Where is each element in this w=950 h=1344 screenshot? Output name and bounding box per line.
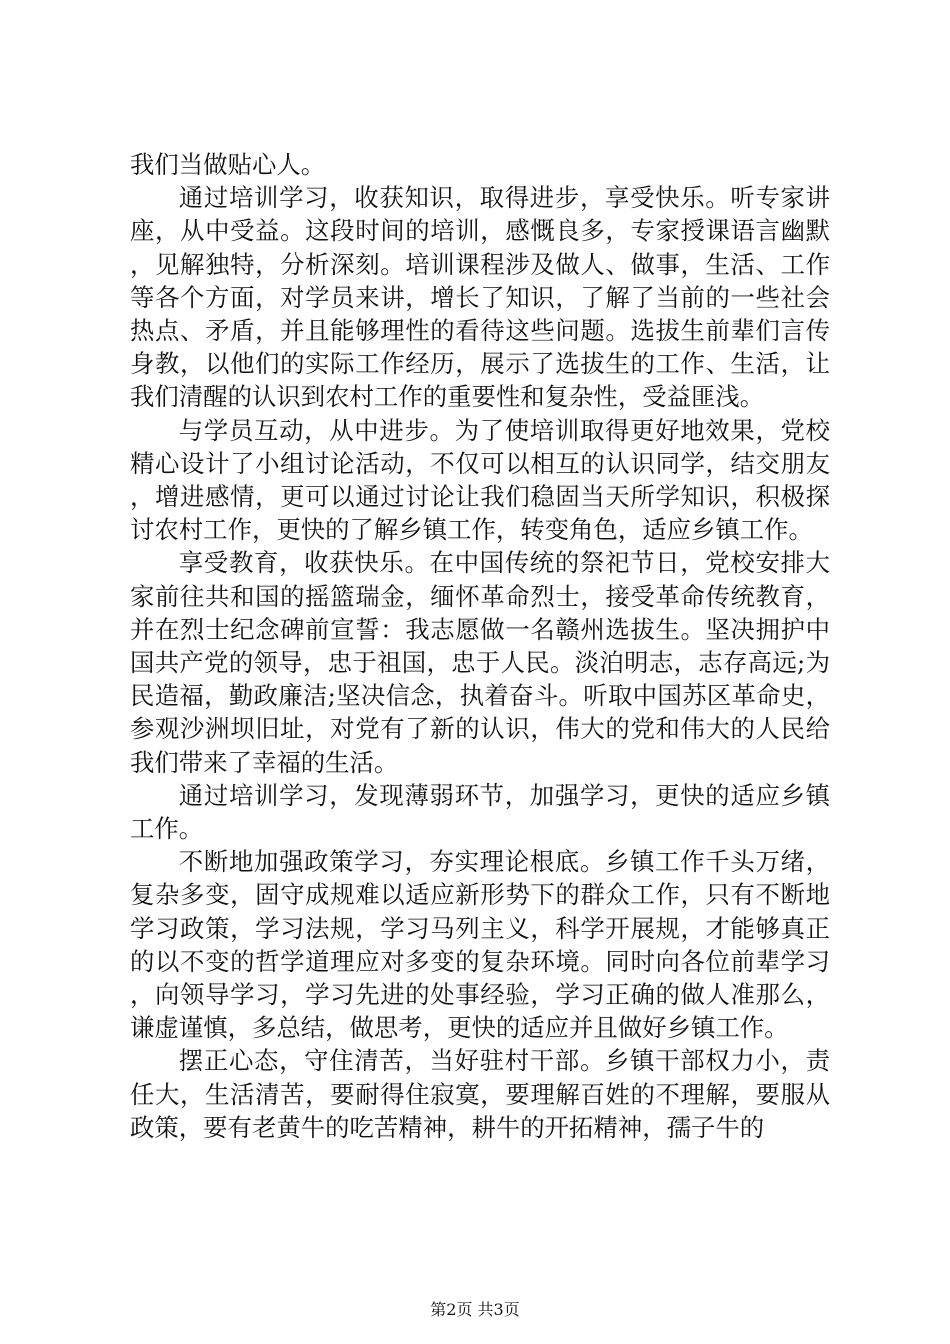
paragraph-4: 享受教育，收获快乐。在中国传统的祭祀节日，党校安排大家前往共和国的摇篮瑞金，缅怀革命烈士，接受革命传统教育，并在烈士纪念碑前宣誓：我志愿做一名赣州选拔生。坚决拥护中国共产党的领导，忠于祖国，忠于人民。淡泊明志，志存高远;为民造福，勤政廉洁;坚决信念，执着奋斗。听取中国苏区革命史，参观沙洲坝旧址，对党有了新的认识，伟大的党和伟大的人民给我们带来了幸福的生活。 [130,548,830,777]
document-body [130,148,830,1144]
paragraph-1: 我们当做贴心人。 [130,150,326,179]
paragraph-5: 通过培训学习，发现薄弱环节，加强学习，更快的适应乡镇工作。 [130,780,830,844]
paragraph-2: 通过培训学习，收获知识，取得进步，享受快乐。听专家讲座，从中受益。这段时间的培训，感慨良多，专家授课语言幽默，见解独特，分析深刻。培训课程涉及做人、做事，生活、工作等各个方面，对学员来讲，增长了知识，了解了当前的一些社会热点、矛盾，并且能够理性的看待这些问题。选拔生前辈们言传身教，以他们的实际工作经历，展示了选拔生的工作、生活，让我们清醒的认识到农村工作的重要性和复杂性，受益匪浅。 [130,183,830,412]
paragraph-3: 与学员互动，从中进步。为了使培训取得更好地效果，党校精心设计了小组讨论活动，不仅可以相互的认识同学，结交朋友，增进感情，更可以通过讨论让我们稳固当天所学知识，积极探讨农村工作，更快的了解乡镇工作，转变角色，适应乡镇工作。 [130,415,830,545]
page-footer: 第2页 共3页 [430,1300,520,1319]
paragraph-6: 不断地加强政策学习，夯实理论根底。乡镇工作千头万绪，复杂多变，固守成规难以适应新形势下的群众工作，只有不断地学习政策，学习法规，学习马列主义，科学开展规，才能够真正的以不变的哲学道理应对多变的复杂环境。同时向各位前辈学习，向领导学习，学习先进的处事经验，学习正确的做人准那么，谦虚谨慎，多总结，做思考，更快的适应并且做好乡镇工作。 [130,847,830,1043]
paragraph-7: 摆正心态，守住清苦，当好驻村干部。乡镇干部权力小，责任大，生活清苦，要耐得住寂寞，要理解百姓的不理解，要服从政策，要有老黄牛的吃苦精神，耕牛的开拓精神，孺子牛的 [130,1046,830,1142]
